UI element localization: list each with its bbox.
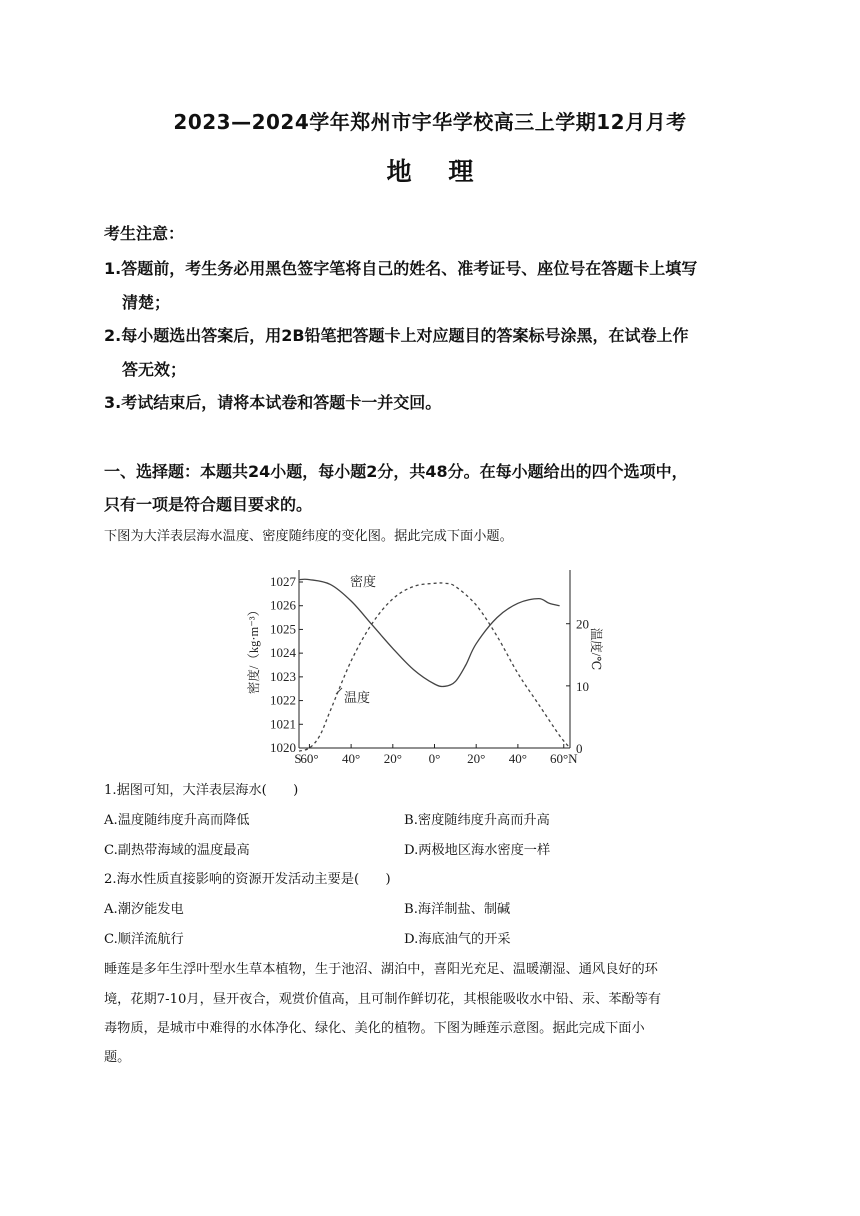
temp-density-chart <box>240 562 603 770</box>
y-left-axis-title: 密度/（kg·m⁻³） <box>247 603 261 695</box>
q2-option-d: D.海底油气的开采 <box>404 932 511 947</box>
notice-item-1-cont: 清楚； <box>122 293 171 312</box>
y-left-tick-label: 1026 <box>270 597 296 613</box>
y-left-tick-label: 1020 <box>270 740 296 755</box>
temperature-line <box>299 583 570 751</box>
series-label-temperature: 温度 <box>344 690 371 705</box>
x-tick-label: 60° <box>300 751 319 766</box>
notice-item-3: 3.考试结束后，请将本试卷和答题卡一并交回。 <box>104 393 442 412</box>
passage-line: 毒物质，是城市中难得的水体净化、绿化、美化的植物。下图为睡莲示意图。据此完成下面小 <box>104 1021 645 1036</box>
notice-item-2: 2.每小题选出答案后，用2B铅笔把答题卡上对应题目的答案标号涂黑，在试卷上作 <box>104 326 689 345</box>
y-left-tick-label: 1025 <box>270 621 296 637</box>
chart-intro: 下图为大洋表层海水温度、密度随纬度的变化图。据此完成下面小题。 <box>104 529 513 544</box>
y-right-tick-label: 20 <box>576 616 589 632</box>
passage-line: 境，花期7-10月，昼开夜合，观赏价值高，且可制作鲜切花，其根能吸收水中铅、汞、苯酚等有 <box>104 992 662 1007</box>
y-left-tick-label: 1024 <box>270 645 296 661</box>
temperature-leader <box>336 688 342 694</box>
x-tick-label: 20° <box>467 751 486 766</box>
x-tick-label: 40° <box>508 751 527 766</box>
chart-axes <box>299 570 570 748</box>
q1-option-b: B.密度随纬度升高而升高 <box>404 813 550 828</box>
y-right-tick-label: 0 <box>576 741 583 756</box>
q1-option-a: A.温度随纬度升高而降低 <box>104 813 250 828</box>
notice-heading: 考生注意： <box>104 224 185 243</box>
chart-labels <box>246 574 604 766</box>
chart-ticks <box>299 582 570 748</box>
y-right-tick-label: 10 <box>576 678 589 694</box>
chart-series <box>299 579 570 751</box>
notice-item-1: 1.答题前，考生务必用黑色签字笔将自己的姓名、准考证号、座位号在答题卡上填写 <box>104 259 698 278</box>
passage-line: 睡莲是多年生浮叶型水生草本植物，生于池沼、湖泊中，喜阳光充足、温暖潮湿、通风良好的环 <box>104 962 658 977</box>
q2-option-c: C.顺洋流航行 <box>104 932 184 947</box>
q1-option-c: C.副热带海域的温度最高 <box>104 843 250 858</box>
section-heading-1: 一、选择题：本题共24小题，每小题2分，共48分。在每小题给出的四个选项中， <box>104 462 688 481</box>
x-tick-label: 0° <box>428 751 441 766</box>
q2-option-a: A.潮汐能发电 <box>104 902 184 917</box>
passage-line: 题。 <box>104 1050 131 1065</box>
notice-item-2-cont: 答无效； <box>122 360 187 379</box>
q1-option-d: D.两极地区海水密度一样 <box>404 843 551 858</box>
y-left-tick-label: 1021 <box>270 716 296 732</box>
density-line <box>299 579 560 686</box>
y-left-tick-label: 1027 <box>270 574 296 589</box>
y-left-tick-label: 1022 <box>270 692 296 708</box>
x-tick-label: 40° <box>342 751 361 766</box>
subject-title: 地 理 <box>386 157 488 186</box>
x-tick-label: 20° <box>383 751 402 766</box>
exam-title: 2023—2024学年郑州市宇华学校高三上学期12月月考 <box>173 110 687 134</box>
q2-option-b: B.海洋制盐、制碱 <box>404 902 511 917</box>
x-tick-label: 60°N <box>549 751 578 766</box>
y-right-axis-title: 温度/℃ <box>589 627 603 671</box>
x-tick-label: S <box>294 751 302 766</box>
q1-stem: 1.据图可知，大洋表层海水( ) <box>104 783 299 798</box>
q2-stem: 2.海水性质直接影响的资源开发活动主要是( ) <box>104 872 391 887</box>
y-left-tick-label: 1023 <box>270 668 296 684</box>
series-label-density: 密度 <box>350 574 377 589</box>
section-heading-2: 只有一项是符合题目要求的。 <box>104 495 313 514</box>
